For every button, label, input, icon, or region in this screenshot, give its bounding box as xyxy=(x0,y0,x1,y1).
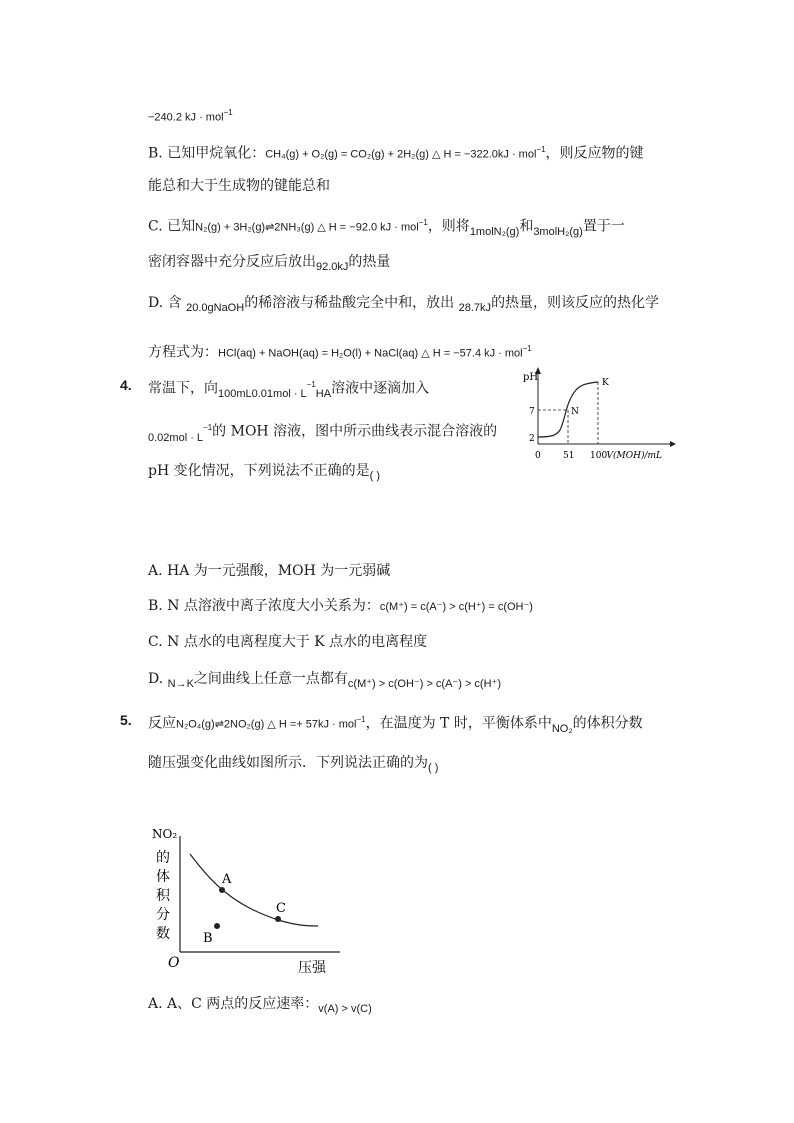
superscript: −1 xyxy=(203,423,213,432)
option-3c-line1 xyxy=(148,213,625,238)
x-axis-label: 压强 xyxy=(298,960,326,976)
option-3b-line1 xyxy=(148,140,644,165)
stem-text: 溶液中逐滴加入 xyxy=(331,380,430,397)
x-tick-51: 51 xyxy=(563,451,575,461)
superscript: −1 xyxy=(306,380,316,389)
option-3c-line2 xyxy=(148,252,390,273)
option-4d xyxy=(148,669,501,690)
answer-blank: ( ) xyxy=(428,762,439,774)
formula: CH₄(g) + O₂(g) = CO₂(g) + 2H₂(g) △ H = −322.0kJ · mol xyxy=(265,148,537,161)
point-a-label: A xyxy=(222,872,232,887)
q5-stem-line2 xyxy=(148,753,438,774)
no2-fraction-vs-pressure-figure xyxy=(140,822,360,982)
superscript: −1 xyxy=(356,715,366,724)
continued-answer-line xyxy=(148,103,233,128)
q4-stem-line3 xyxy=(148,461,380,482)
x-axis-arrow xyxy=(670,441,676,447)
formula-sub: HA xyxy=(315,387,332,400)
superscript: −1 xyxy=(536,145,546,154)
option-text: ，则反应物的键 xyxy=(545,145,644,162)
option-text: 的稀溶液与稀盐酸完全中和，放出 xyxy=(244,295,455,311)
option-text: 和 xyxy=(519,218,534,235)
y-label-char: 分 xyxy=(156,907,170,923)
superscript: −1 xyxy=(418,218,428,227)
stem-text: ，在温度为 T 时，平衡体系中 xyxy=(365,715,552,732)
titration-curve-figure xyxy=(520,364,680,464)
stem-text: 随压强变化曲线如图所示．下列说法正确的为 xyxy=(148,755,428,771)
option-label: C. 已知 xyxy=(148,218,196,235)
option-3d-line1 xyxy=(148,293,659,314)
stem-text: 反应 xyxy=(148,715,176,732)
y-tick-7: 7 xyxy=(529,407,535,417)
formula-sub: c(M⁺) > c(OH⁻) > c(A⁻) > c(H⁺) xyxy=(347,678,502,690)
option-label: D. xyxy=(148,671,164,687)
option-3d-line2 xyxy=(148,339,532,364)
option-text: ，则将 xyxy=(427,218,470,235)
option-label: B. 已知甲烷氧化： xyxy=(148,145,266,162)
origin-label: O xyxy=(168,955,180,971)
y-label-no2: NO₂ xyxy=(152,827,178,841)
question-number: 4. xyxy=(120,377,132,393)
y-label-char: 体 xyxy=(156,869,170,885)
y-axis-label: pH xyxy=(523,372,539,383)
option-text: 置于一 xyxy=(582,218,625,235)
equilibrium-curve xyxy=(190,854,318,926)
y-label-char: 的 xyxy=(156,850,170,866)
formula: N₂(g) + 3H₂(g)⇌2NH₃(g) △ H = −92.0 kJ · mol xyxy=(195,221,419,234)
formula: N₂O₄(g)⇌2NO₂(g) △ H =+ 57kJ · mol xyxy=(176,718,357,731)
formula: 0.02mol · L xyxy=(148,431,204,444)
formula-sub: 28.7kJ xyxy=(458,302,492,314)
option-4b xyxy=(148,596,533,617)
y-tick-2: 2 xyxy=(529,434,535,444)
formula-sub: 3molH₂(g) xyxy=(533,225,583,238)
option-text: 之间曲线上任意一点都有 xyxy=(193,671,348,687)
point-n-label: N xyxy=(571,407,579,417)
stem-text: 常温下，向 xyxy=(148,380,218,397)
option-text: 密闭容器中充分反应后放出 xyxy=(148,254,316,270)
point-b-label: B xyxy=(203,931,213,946)
option-text: A. A、C 两点的反应速率： xyxy=(148,996,319,1012)
option-3b-line2: 能总和大于生成物的键能总和 xyxy=(148,178,330,194)
option-label: D. 含 xyxy=(148,295,182,311)
y-label-char: 积 xyxy=(156,888,170,904)
formula-sub: v(A) > v(C) xyxy=(318,1003,372,1015)
option-5a xyxy=(148,994,372,1015)
q4-stem-line2 xyxy=(148,418,497,443)
x-axis-label: V(MOH)/mL xyxy=(606,451,662,461)
formula-sub: 100mL0.01mol · L xyxy=(218,387,307,400)
formula-sub: NO₂ xyxy=(551,722,573,735)
formula-sub: 1molN₂(g) xyxy=(469,225,520,238)
stem-text: 的体积分数 xyxy=(572,715,643,732)
formula-sub: 20.0gNaOH xyxy=(186,302,245,314)
titration-curve xyxy=(538,382,598,437)
point-b xyxy=(214,923,220,929)
superscript: −1 xyxy=(522,344,532,353)
q4-stem-line1 xyxy=(148,375,429,400)
point-a xyxy=(219,887,225,893)
option-text: B. N 点溶液中离子浓度大小关系为： xyxy=(148,598,380,614)
answer-blank: ( ) xyxy=(369,470,381,482)
option-text: 的热量，则该反应的热化学 xyxy=(491,295,660,311)
question-number: 5. xyxy=(120,712,132,728)
stem-text: pH 变化情况，下列说法不正确的是 xyxy=(148,463,370,479)
point-k-label: K xyxy=(602,378,609,388)
formula-sub: N→K xyxy=(167,678,194,690)
option-4a: A. HA 为一元强酸，MOH 为一元弱碱 xyxy=(148,563,391,579)
origin-label: 0 xyxy=(535,451,541,461)
option-text: 方程式为： xyxy=(148,344,218,361)
energy-value: −240.2 kJ · mol xyxy=(148,111,224,124)
point-c-label: C xyxy=(276,901,286,916)
formula-sub: 92.0kJ xyxy=(316,261,349,273)
option-4c: C. N 点水的电离程度大于 K 点水的电离程度 xyxy=(148,634,428,650)
point-c xyxy=(275,916,281,922)
option-text: 的热量 xyxy=(348,254,391,270)
superscript: −1 xyxy=(223,108,233,117)
formula: HCl(aq) + NaOH(aq) = H₂O(l) + NaCl(aq) △ H = −57.4 kJ · mol xyxy=(218,347,523,360)
x-tick-100: 100 xyxy=(590,451,608,461)
stem-text: 的 MOH 溶液，图中所示曲线表示混合溶液的 xyxy=(212,423,498,440)
y-label-char: 数 xyxy=(156,926,170,942)
formula: c(M⁺) = c(A⁻) > c(H⁺) = c(OH⁻) xyxy=(379,601,533,613)
q5-stem-line1 xyxy=(148,710,643,735)
